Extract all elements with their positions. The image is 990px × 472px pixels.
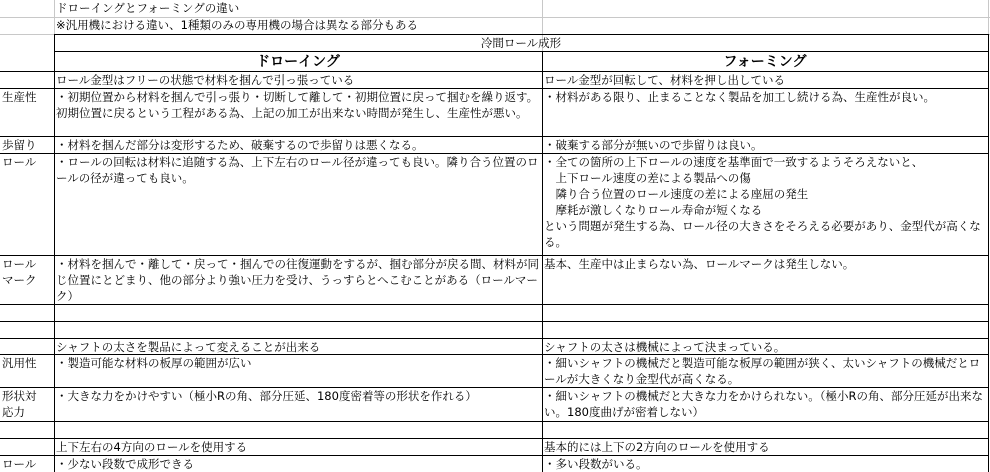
column-header-forming: フォーミング xyxy=(723,54,807,70)
forming-cell: ・材料がある限り、止まることなく製品を加工し続ける為、生産性が良い。 xyxy=(544,90,935,104)
drawing-cell: ・材料を掴んで・離して・戻って・掴んでの往復運動をするが、掴む部分が戻る間、材料が同じ位置にとどまり、他の部分より強い圧力を受け、うっすらとへこむことがある（ロールマーク） xyxy=(56,257,539,303)
row-label: 生産性 xyxy=(2,90,37,104)
drawing-cell xyxy=(54,422,542,438)
forming-cell: ・全ての箇所の上下ロールの速度を基準面で一致するようそろえないと、 上下ロール速度の差による製品への傷 隣り合う位置のロール速度の差による座屈の発生 摩耗が激しくなりロール寿命が短くなる という問題が発生する為、ロール径の大きさをそろえる必要があり、金型代が高くなる。 xyxy=(544,155,981,249)
drawing-cell: ・製造可能な材料の板厚の範囲が広い xyxy=(56,356,252,370)
forming-cell: ・破棄する部分が無いので歩留りは良い。 xyxy=(544,138,763,152)
forming-cell: シャフトの太さは機械によって決まっている。 xyxy=(544,340,786,354)
column-header-drawing: ドローイング xyxy=(256,54,340,70)
row-label: 汎用性 xyxy=(2,356,37,370)
drawing-cell: ・初期位置から材料を掴んで引っ張り・切断して離して・初期位置に戻って掴むを繰り返す。初期位置に戻るという工程がある為、上記の加工が出来ない時間が発生し、生産性が悪い。 xyxy=(56,90,539,120)
drawing-cell: ・材料を掴んだ部分は変形するため、破棄するので歩留りは悪くなる。 xyxy=(56,138,424,152)
table-border xyxy=(988,34,989,472)
forming-cell xyxy=(542,422,988,438)
sheet-note: ※汎用機における違い、1種類のみの専用機の場合は異なる部分もある xyxy=(56,18,418,32)
row-label: ロール xyxy=(2,457,37,471)
sheet-title: ドローイングとフォーミングの違い xyxy=(56,1,240,15)
forming-cell: ・多い段数がいる。 xyxy=(544,457,648,471)
drawing-cell xyxy=(54,305,542,321)
row-label: 歩留り xyxy=(2,138,37,152)
forming-cell: ロール金型が回転して、材料を押し出している xyxy=(544,73,786,87)
drawing-cell: シャフトの太さを製品によって変えることが出来る xyxy=(56,340,321,354)
row-label: ロール xyxy=(2,155,37,169)
row-label: 形状対 応力 xyxy=(2,389,37,419)
forming-cell: 基本的には上下の2方向のロールを使用する xyxy=(544,440,770,454)
row-label: ロール マーク xyxy=(2,257,37,287)
forming-cell: ・細いシャフトの機械だと大きな力をかけられない。（極小Rの角、部分圧延が出来ない。180度曲げが密着しない） xyxy=(544,389,984,419)
forming-cell: 基本、生産中は止まらない為、ロールマークは発生しない。 xyxy=(544,257,855,271)
drawing-cell: ・ロールの回転は材料に追随する為、上下左右のロール径が違っても良い。隣り合う位置のロールの径が違っても良い。 xyxy=(56,155,539,185)
group-header: 冷間ロール成形 xyxy=(480,36,562,50)
drawing-cell: ロール金型はフリーの状態で材料を掴んで引っ張っている xyxy=(56,73,355,87)
drawing-cell: 上下左右の4方向のロールを使用する xyxy=(56,440,248,454)
forming-cell xyxy=(542,305,988,321)
drawing-cell: ・少ない段数で成形できる xyxy=(56,457,194,471)
forming-cell: ・細いシャフトの機械だと製造可能な板厚の範囲が狭く、太いシャフトの機械だとロールが大きくなり金型代が高くなる。 xyxy=(544,356,981,386)
table-border xyxy=(0,321,988,322)
drawing-cell: ・大きな力をかけやすい（極小Rの角、部分圧延、180度密着等の形状を作れる） xyxy=(56,389,477,403)
